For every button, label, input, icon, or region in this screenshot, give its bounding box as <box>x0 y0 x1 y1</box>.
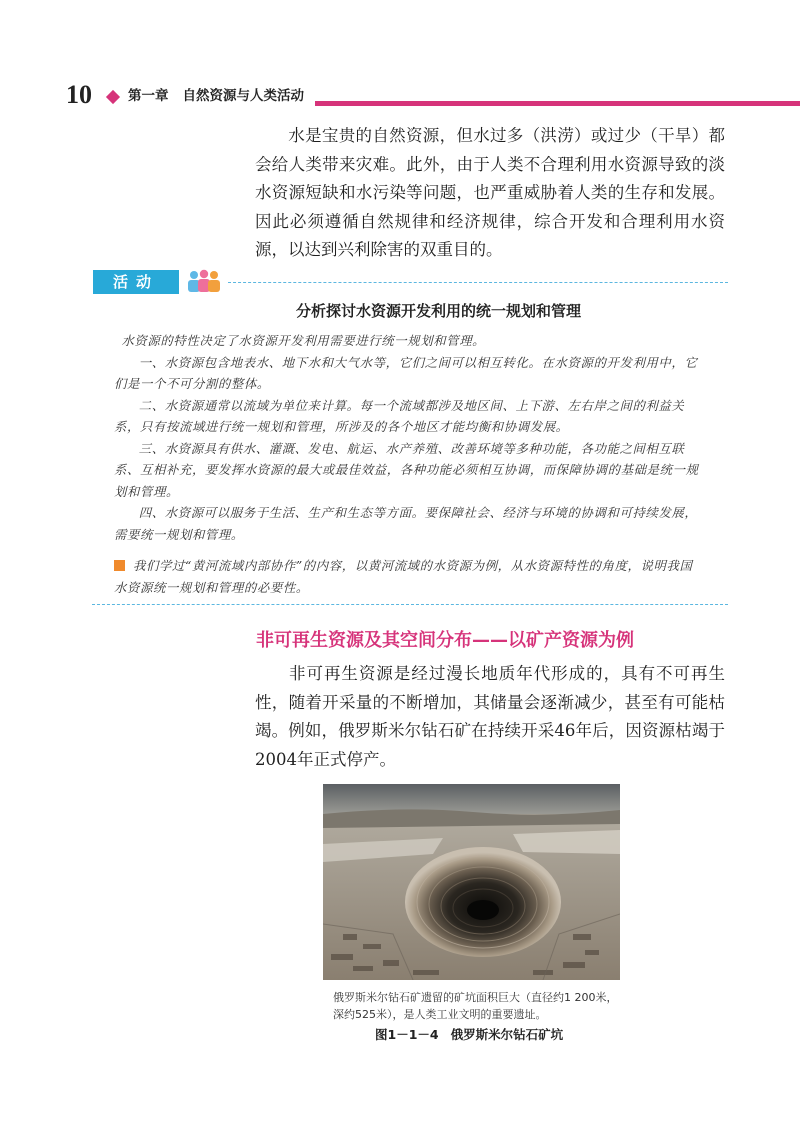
section-text: 非可再生资源是经过漫长地质年代形成的，具有不可再生性，随着开采量的不断增加，其储量会逐渐减少，甚至有可能枯竭。例如，俄罗斯米尔钻石矿在持续开采46年后，因资源枯竭于2004年正式停产。 <box>255 664 725 769</box>
activity-bottom-divider <box>92 604 728 605</box>
figure-title: 俄罗斯米尔钻石矿坑 <box>450 1027 564 1042</box>
activity-paragraph: 一、水资源包含地表水、地下水和大气水等，它们之间可以相互转化。在水资源的开发利用中，它们是一个不可分割的整体。 <box>114 354 698 391</box>
activity-title: 分析探讨水资源开发利用的统一规划和管理 <box>296 302 582 320</box>
mine-pit-photo <box>323 784 620 980</box>
intro-paragraph <box>255 122 725 265</box>
section-paragraph <box>255 660 725 774</box>
diamond-icon <box>106 90 120 104</box>
figure-number: 图1－1－4 <box>375 1027 439 1042</box>
activity-tag: 活动 <box>93 270 179 294</box>
activity-paragraph: 四、水资源可以服务于生活、生产和生态等方面。要保障社会、经济与环境的协调和可持续发展，需要统一规划和管理。 <box>114 505 698 542</box>
activity-paragraph: 水资源的特性决定了水资源开发利用需要进行统一规划和管理。 <box>121 333 486 348</box>
page-number: 10 <box>66 80 92 109</box>
chapter-heading <box>128 86 304 106</box>
activity-body <box>114 330 704 598</box>
page-header <box>0 80 800 112</box>
figure-label <box>375 1025 563 1043</box>
activity-paragraph: 三、水资源具有供水、灌溉、发电、航运、水产养殖、改善环境等多种功能，各功能之间相互联系、互相补充，要发挥水资源的最大或最佳效益，各种功能必须相互协调，而保障协调的基础是统一规划和管理。 <box>114 440 699 499</box>
activity-top-divider <box>228 282 728 283</box>
chapter-title: 自然资源与人类活动 <box>182 88 304 104</box>
activity-question-text: 我们学过“黄河流域内部协作”的内容，以黄河流域的水资源为例，从水资源特性的角度，说明我国水资源统一规划和管理的必要性。 <box>114 558 693 595</box>
chapter-label: 第一章 <box>128 88 169 104</box>
people-group-icon <box>187 268 221 294</box>
header-accent-bar <box>315 101 800 106</box>
question-marker-icon <box>114 560 125 571</box>
figure-caption: 俄罗斯米尔钻石矿遗留的矿坑面积巨大（直径约1 200米，深约525米），是人类工业文明的重要遗址。 <box>333 991 618 1021</box>
activity-paragraph: 二、水资源通常以流域为单位来计算。每一个流域都涉及地区间、上下游、左右岸之间的利益关系，只有按流域进行统一规划和管理，所涉及的各个地区才能均衡和协调发展。 <box>114 397 685 434</box>
activity-question <box>114 555 704 598</box>
section-title: 非可再生资源及其空间分布——以矿产资源为例 <box>256 630 634 651</box>
intro-text: 水是宝贵的自然资源，但水过多（洪涝）或过少（干旱）都会给人类带来灾难。此外，由于人类不合理利用水资源导致的淡水资源短缺和水污染等问题，也严重威胁着人类的生存和发展。因此必须遵循自然规律和经济规律，综合开发和合理利用水资源，以达到兴利除害的双重目的。 <box>255 126 725 259</box>
